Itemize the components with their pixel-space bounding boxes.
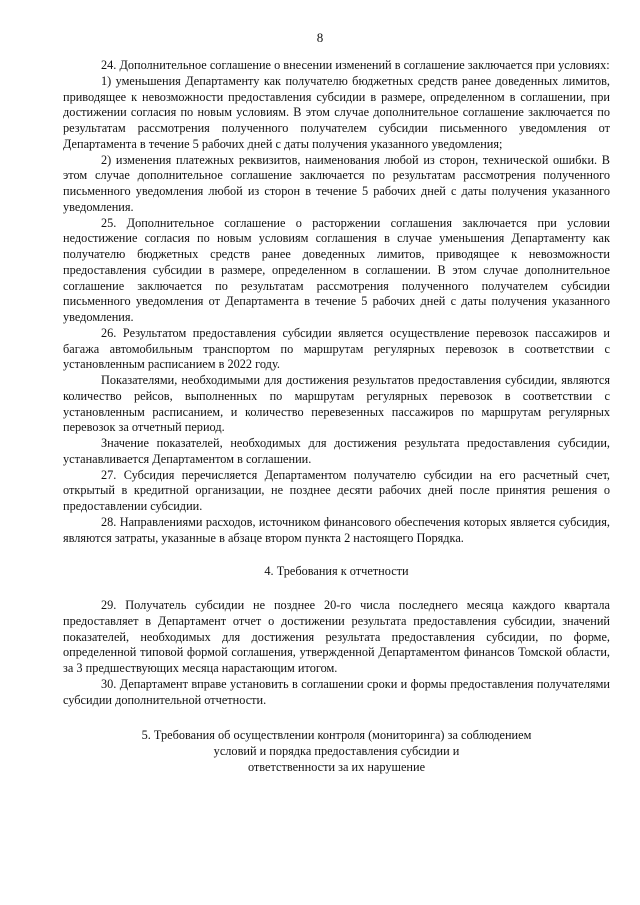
paragraph-26-values: Значение показателей, необходимых для достижения результата предоставления субсидии, устанавливается Департаментом в соглашении. (63, 436, 610, 466)
paragraph-30: 30. Департамент вправе установить в соглашении сроки и формы предоставления получателями субсидии дополнительной отчетности. (63, 676, 610, 707)
paragraph-24-item-1: 1) уменьшения Департаменту как получателю бюджетных средств ранее доведенных лимитов, приводящее к невозможности предоставления субсидии в размере, определенном в соглашении, при достижении согласия по новым условиям. В этом случае дополнительное соглашение заключается по результатам рассмотрения полученного получателем субсидии письменного уведомления от Департамента в течение 5 рабочих дней с даты получения указанного уведомления; (63, 73, 610, 151)
paragraph-26-indicators: Показателями, необходимыми для достижения результатов предоставления субсидии, являются количество рейсов, выполненных по маршрутам регулярных перевозок в соответствии с установленным расписанием, и количество перевезенных пассажиров по маршрутам регулярных перевозок за отчетный период. (63, 373, 610, 435)
paragraph-24: 24. Дополнительное соглашение о внесении изменений в соглашение заключается при условиях: (101, 58, 610, 72)
section-5-title-line-1: 5. Требования об осуществлении контроля (мониторинга) за соблюдением (141, 728, 532, 743)
page-number: 8 (316, 30, 324, 45)
section-5-title-line-3: ответственности за их нарушение (247, 759, 426, 774)
section-5-title-line-2: условий и порядка предоставления субсидии и (213, 744, 460, 758)
paragraph-29: 29. Получатель субсидии не позднее 20-го числа последнего месяца каждого квартала предоставляет в Департамент отчет о достижении результата предоставления субсидии, значений показателей, необходимых для достижения результата предоставления субсидии, по форме, определенной типовой формой соглашения, утвержденной Департаментом финансов Томской области, за 3 предшествующих месяца нарастающим итогом. (63, 598, 610, 675)
paragraph-28: 28. Направлениями расходов, источником финансового обеспечения которых является субсидия, являются затраты, указанные в абзаце втором пункта 2 настоящего Порядка. (63, 514, 610, 545)
section-5-title (63, 728, 610, 775)
section-4-title: 4. Требования к отчетности (264, 564, 409, 579)
paragraph-26: 26. Результатом предоставления субсидии является осуществление перевозок пассажиров и багажа автомобильным транспортом по маршрутам регулярных перевозок в соответствии с установленным расписанием в 2022 году. (63, 325, 610, 372)
paragraph-27: 27. Субсидия перечисляется Департаментом получателю субсидии на его расчетный счет, открытый в кредитной организации, не позднее десяти рабочих дней после принятия решения о предоставлении субсидии. (63, 467, 610, 513)
document-body (63, 58, 610, 776)
paragraph-24-item-2: 2) изменения платежных реквизитов, наименования любой из сторон, технической ошибки. В этом случае дополнительное соглашение заключается по результатам рассмотрения полученного письменного уведомления любой из сторон в течение 5 рабочих дней с даты получения указанного уведомления. (63, 152, 610, 214)
paragraph-25: 25. Дополнительное соглашение о расторжении соглашения заключается при условии недостижение согласия по новым условиям соглашения в случае уменьшения Департаменту как получателю бюджетных средств ранее доведенных лимитов, приводящее к невозможности предоставления субсидии в размере, определенном в соглашении. В этом случае дополнительное соглашение заключается по результатам рассмотрения полученного получателем субсидии письменного уведомления от Департамента в течение 5 рабочих дней с даты получения указанного уведомления. (63, 215, 610, 324)
